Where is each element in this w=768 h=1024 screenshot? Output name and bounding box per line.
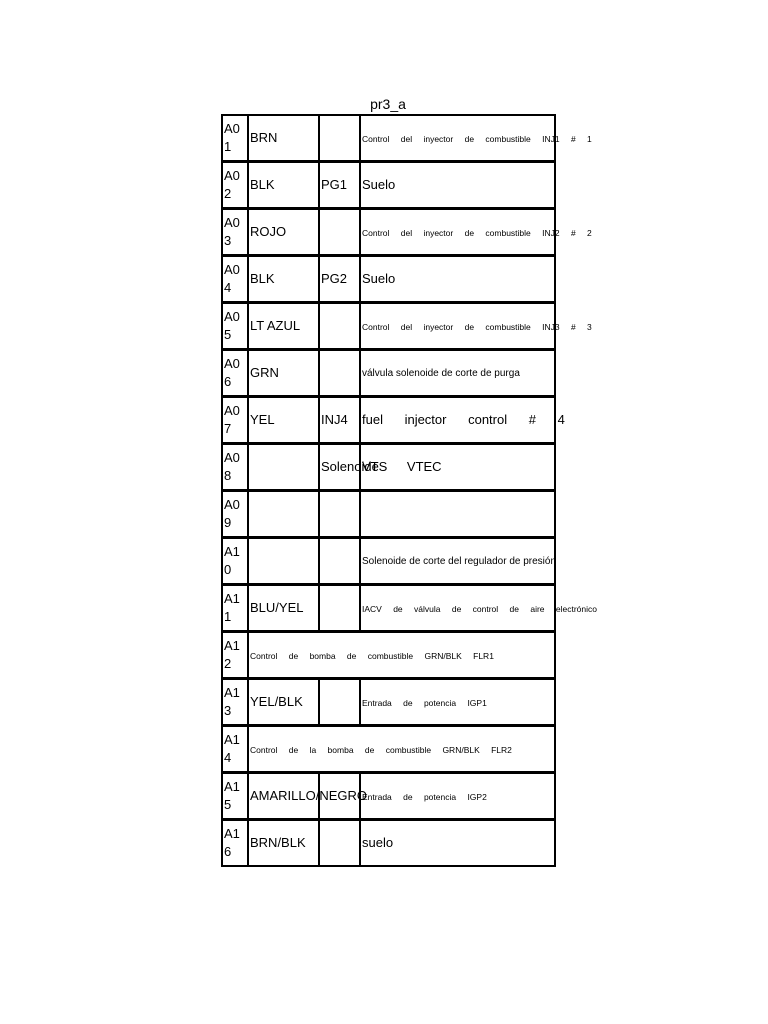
description-text: válvula solenoide de corte de purga — [362, 368, 520, 379]
wire-color-cell: GRN — [248, 350, 319, 397]
description-cell — [360, 820, 555, 867]
table-row — [222, 303, 555, 350]
description-text: fuel injector control # 4 — [362, 412, 565, 427]
description-cell — [360, 162, 555, 209]
wire-color-cell — [248, 491, 319, 538]
signal-code-cell — [319, 209, 360, 256]
pin-cell: A0 3 — [222, 209, 248, 256]
signal-code-cell — [319, 303, 360, 350]
description-text: suelo — [362, 835, 394, 850]
table-row — [222, 397, 555, 444]
description-text: IACV de válvula de control de aire electrónico — [362, 603, 597, 614]
table-row — [222, 162, 555, 209]
table-row — [222, 726, 555, 773]
pin-cell: A1 2 — [222, 632, 248, 679]
description-text: VTS VTEC — [362, 459, 442, 474]
pin-cell: A0 8 — [222, 444, 248, 491]
pin-cell: A1 4 — [222, 726, 248, 773]
wire-color-cell: AMARILLO/NEGRO — [248, 773, 319, 820]
signal-code-cell — [319, 679, 360, 726]
pin-cell: A0 1 — [222, 115, 248, 162]
page-title: pr3_a — [370, 96, 406, 112]
description-text: Control del inyector de combustible INJ3 # 3 — [362, 321, 592, 332]
pin-cell: A0 4 — [222, 256, 248, 303]
table-row — [222, 538, 555, 585]
description-cell — [360, 585, 597, 632]
signal-code-cell — [319, 773, 360, 820]
table-row — [222, 679, 555, 726]
description-cell — [360, 397, 565, 444]
table-row — [222, 350, 555, 397]
signal-code-cell — [319, 491, 360, 538]
wire-color-cell — [248, 444, 319, 491]
description-text: Suelo — [362, 271, 396, 286]
description-text: Control del inyector de combustible INJ1 # 1 — [362, 133, 592, 144]
signal-code-cell — [319, 585, 360, 632]
wire-color-cell: BLK — [248, 162, 319, 209]
wire-color-cell: YEL/BLK — [248, 679, 319, 726]
description-cell — [360, 209, 592, 256]
description-cell — [360, 303, 592, 350]
table-row — [222, 444, 555, 491]
signal-code-cell — [319, 115, 360, 162]
description-text: Entrada de potencia IGP2 — [362, 791, 487, 802]
wire-color-cell: LT AZUL — [248, 303, 319, 350]
description-text: Entrada de potencia IGP1 — [362, 697, 487, 708]
signal-code-cell: INJ4 — [319, 397, 360, 444]
wire-color-cell — [248, 538, 319, 585]
table-row — [222, 256, 555, 303]
description-text: Control del inyector de combustible INJ2 # 2 — [362, 227, 592, 238]
pin-cell: A1 3 — [222, 679, 248, 726]
table-row — [222, 632, 555, 679]
description-cell — [360, 773, 555, 820]
description-cell — [248, 726, 555, 773]
wire-color-cell: YEL — [248, 397, 319, 444]
table-row — [222, 491, 555, 538]
description-cell — [360, 256, 555, 303]
wire-color-cell: ROJO — [248, 209, 319, 256]
description-text: Control de bomba de combustible GRN/BLK FLR1 — [250, 650, 494, 661]
wire-color-cell: BRN/BLK — [248, 820, 319, 867]
wire-color-cell: BLK — [248, 256, 319, 303]
pinout-table — [221, 114, 597, 867]
pin-cell: A1 1 — [222, 585, 248, 632]
signal-code-cell: PG1 — [319, 162, 360, 209]
description-cell — [360, 491, 555, 538]
table-row — [222, 209, 555, 256]
description-text: Control de la bomba de combustible GRN/BLK FLR2 — [250, 744, 512, 755]
wire-color-cell: BLU/YEL — [248, 585, 319, 632]
description-text: Solenoide de corte del regulador de presión — [362, 556, 557, 567]
pin-cell: A0 9 — [222, 491, 248, 538]
description-cell — [360, 350, 555, 397]
signal-code-cell — [319, 350, 360, 397]
pin-cell: A1 0 — [222, 538, 248, 585]
table-row — [222, 115, 555, 162]
description-cell — [248, 632, 555, 679]
wire-color-cell: BRN — [248, 115, 319, 162]
pin-cell: A0 5 — [222, 303, 248, 350]
pin-cell: A0 6 — [222, 350, 248, 397]
pin-cell: A0 2 — [222, 162, 248, 209]
signal-code-cell: Solenoide — [319, 444, 360, 491]
pinout-table-body — [222, 115, 597, 866]
pin-cell: A0 7 — [222, 397, 248, 444]
signal-code-cell — [319, 538, 360, 585]
pin-cell: A1 6 — [222, 820, 248, 867]
description-cell — [360, 538, 555, 585]
description-text: Suelo — [362, 177, 396, 192]
description-cell — [360, 679, 555, 726]
description-cell — [360, 444, 555, 491]
description-cell — [360, 115, 592, 162]
signal-code-cell: PG2 — [319, 256, 360, 303]
pin-cell: A1 5 — [222, 773, 248, 820]
signal-code-cell — [319, 820, 360, 867]
table-row — [222, 820, 555, 867]
table-row — [222, 773, 555, 820]
table-row — [222, 585, 555, 632]
